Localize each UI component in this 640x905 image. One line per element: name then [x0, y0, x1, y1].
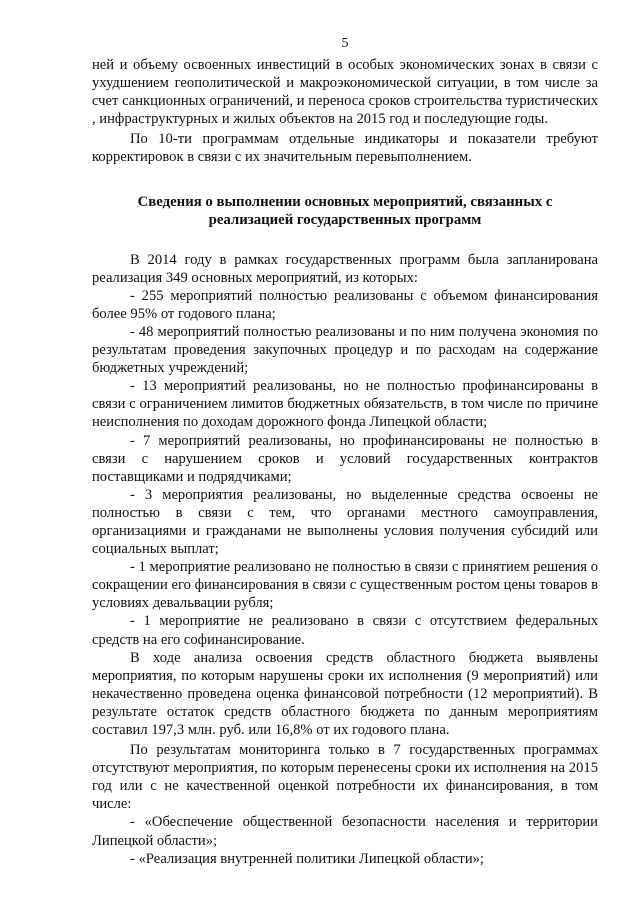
document-page [92, 36, 598, 868]
paragraph-monitoring: По результатам мониторинга только в 7 государственных программах отсутствуют мероприятия, по которым перенесены сроки их исполнения на 2015 год или с не качественной оценкой потребности их финансирования, в том числе: [92, 742, 598, 813]
paragraph-continuation: ней и объему освоенных инвестиций в особых экономических зонах в связи с ухудшением геополитической и макроэкономической ситуации, в том числе за счет санкционных ограничений, и переноса сроков строительства туристических , инфраструктурных и жилых объектов на 2015 год и последующие годы. [92, 57, 598, 128]
list-item: - «Обеспечение общественной безопасности населения и территории Липецкой области»; [92, 814, 598, 849]
list-item: - 1 мероприятие не реализовано в связи с отсутствием федеральных средств на его софинансирование. [92, 613, 598, 648]
list-item: - 7 мероприятий реализованы, но профинансированы не полностью в связи с нарушением сроков и условий государственных контрактов поставщиками и подрядчиками; [92, 432, 598, 485]
list-item: - 13 мероприятий реализованы, но не полностью профинансированы в связи с ограничением лимитов бюджетных обязательств, в том числе по причине неисполнения по доходам дорожного фонда Липецкой области; [92, 378, 598, 431]
paragraph-intro: В 2014 году в рамках государственных программ была запланирована реализация 349 основных мероприятий, из которых: [92, 251, 598, 286]
list-item: - «Реализация внутренней политики Липецкой области»; [130, 850, 484, 867]
list-item: - 255 мероприятий полностью реализованы с объемом финансирования более 95% от годового плана; [92, 287, 598, 322]
page-number: 5 [341, 36, 349, 51]
section-heading: Сведения о выполнении основных мероприятий, связанных с реализацией государственных программ [137, 193, 553, 228]
list-item: - 1 мероприятие реализовано не полностью в связи с принятием решения о сокращении его финансирования в связи с существенным ростом цены товаров в условиях девальвации рубля; [92, 559, 598, 612]
list-item: - 3 мероприятия реализованы, но выделенные средства освоены не полностью в связи с тем, что органами местного самоуправления, организациями и гражданами не выполнены условия получения субсидий или социальных выплат; [92, 486, 598, 558]
list-item: - 48 мероприятий полностью реализованы и по ним получена экономия по результатам проведения закупочных процедур и по расходам на содержание бюджетных учреждений; [92, 323, 598, 377]
paragraph-analysis: В ходе анализа освоения средств областного бюджета выявлены мероприятия, по которым нарушены сроки их исполнения (9 мероприятий) или некачественно проведена оценка финансовой потребности (12 мероприятий). В результате остаток средств областного бюджета по данным мероприятиям составил 197,3 млн. руб. или 16,8% от их годового плана. [92, 649, 598, 738]
paragraph-indicators: По 10-ти программам отдельные индикаторы и показатели требуют корректировок в связи с их значительным перевыполнением. [92, 131, 598, 166]
